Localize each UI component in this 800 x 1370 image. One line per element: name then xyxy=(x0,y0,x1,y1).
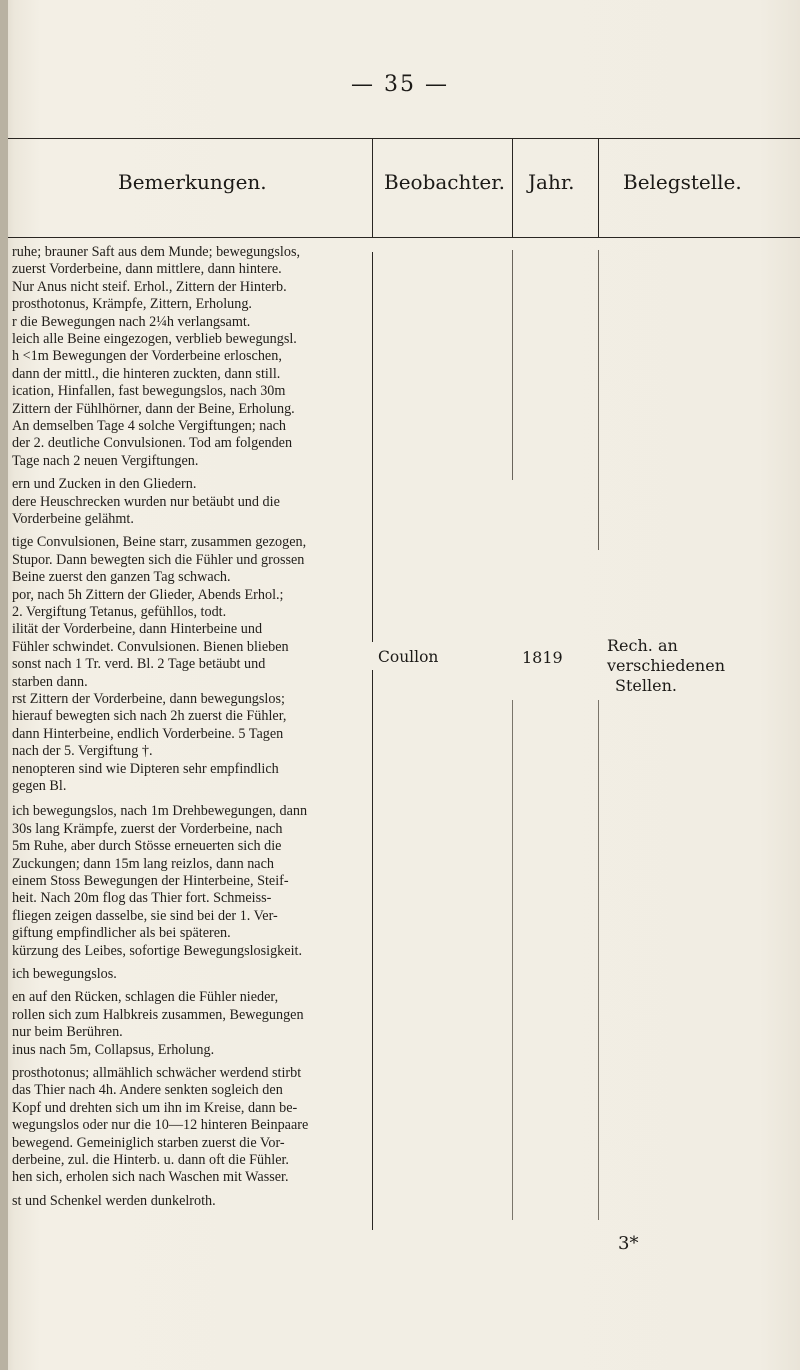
observer-bracket-upper xyxy=(372,252,383,642)
remark-line: h <1m Bewegungen der Vorderbeine erloschen, xyxy=(12,348,282,365)
remark-line: r die Bewegungen nach 2¼h verlangsamt. xyxy=(12,313,251,330)
remark-line: prosthotonus; allmählich schwächer werdend stirbt xyxy=(12,1065,302,1081)
remark-line: dann Hinterbeine, endlich Vorderbeine. 5 Tagen xyxy=(12,725,284,742)
remark-line: einem Stoss Bewegungen der Hinterbeine, Steif- xyxy=(12,873,289,889)
remark-line: ich bewegungslos, nach 1m Drehbewegungen, dann xyxy=(12,803,308,820)
remark-line: starben dann. xyxy=(12,673,88,690)
column-divider-3 xyxy=(598,138,599,238)
column-header-remarks: Bemerkungen. xyxy=(118,170,267,194)
column-divider-1 xyxy=(372,138,373,238)
location-line-2: Stellen. xyxy=(615,676,677,695)
signature-mark: 3* xyxy=(618,1233,639,1254)
remark-line: Zuckungen; dann 15m lang reizlos, dann nach xyxy=(12,855,274,872)
remark-line: dann der mittl., die hinteren zuckten, dann still. xyxy=(12,365,281,382)
column-header-location: Belegstelle. xyxy=(623,170,742,194)
remark-line: der 2. deutliche Convulsionen. Tod am folgenden xyxy=(12,435,293,452)
remark-line: Beine zuerst den ganzen Tag schwach. xyxy=(12,569,231,586)
remark-line: rollen sich zum Halbkreis zusammen, Bewegungen xyxy=(12,1006,304,1023)
remark-line: giftung empfindlicher als bei späteren. xyxy=(12,925,231,942)
observer-bracket-lower xyxy=(372,670,383,1230)
remark-line: An demselben Tage 4 solche Vergiftungen; nach xyxy=(12,418,287,434)
page-gutter xyxy=(0,0,8,1370)
observer-name: Coullon xyxy=(378,648,439,666)
column-header-observer: Beobachter. xyxy=(384,170,505,194)
remark-line: 5m Ruhe, aber durch Stösse erneuerten sich die xyxy=(12,838,282,855)
location-line-1: Rech. an verschiedenen xyxy=(607,636,726,675)
remark-line: Fühler schwindet. Convulsionen. Bienen blieben xyxy=(12,638,289,655)
remark-line: Vorderbeine gelähmt. xyxy=(12,511,134,527)
remark-line: en auf den Rücken, schlagen die Fühler nieder, xyxy=(12,989,279,1006)
remark-line: nach der 5. Vergiftung †. xyxy=(12,743,153,760)
remark-line: sonst nach 1 Tr. verd. Bl. 2 Tage betäubt und xyxy=(12,656,266,673)
remark-line: ilität der Vorderbeine, dann Hinterbeine und xyxy=(12,621,263,638)
header-top-rule xyxy=(8,138,800,139)
remark-line: 2. Vergiftung Tetanus, gefühllos, todt. xyxy=(12,604,227,620)
remark-line: Tage nach 2 neuen Vergiftungen. xyxy=(12,452,199,469)
remark-line: por, nach 5h Zittern der Glieder, Abends Erhol.; xyxy=(12,586,284,603)
remark-line: rst Zittern der Vorderbeine, dann bewegungslos; xyxy=(12,691,285,707)
remark-line: zuerst Vorderbeine, dann mittlere, dann hintere. xyxy=(12,261,282,278)
body-divider-location-left xyxy=(598,250,599,550)
location-text xyxy=(607,636,800,696)
remark-line: Zittern der Fühlhörner, dann der Beine, Erholung. xyxy=(12,400,295,417)
year-value: 1819 xyxy=(522,648,563,667)
remark-line: tige Convulsionen, Beine starr, zusammen gezogen, xyxy=(12,534,307,551)
remark-line: nur beim Berühren. xyxy=(12,1024,123,1041)
remark-line: derbeine, zul. die Hinterb. u. dann oft die Fühler. xyxy=(12,1152,289,1168)
remark-line: bewegend. Gemeiniglich starben zuerst die Vor- xyxy=(12,1134,285,1151)
remark-line: prosthotonus, Krämpfe, Zittern, Erholung. xyxy=(12,296,252,313)
column-header-year: Jahr. xyxy=(528,170,575,194)
remark-line: fliegen zeigen dasselbe, sie sind bei der 1. Ver- xyxy=(12,907,278,924)
remark-line: hen sich, erholen sich nach Waschen mit Wasser. xyxy=(12,1169,289,1186)
body-divider-location-lower xyxy=(598,700,599,1220)
remark-line: inus nach 5m, Collapsus, Erholung. xyxy=(12,1041,215,1058)
remark-line: heit. Nach 20m flog das Thier fort. Schmeiss- xyxy=(12,890,272,907)
remark-line: kürzung des Leibes, sofortige Bewegungslosigkeit. xyxy=(12,942,302,959)
body-divider-year-left xyxy=(512,250,513,480)
remark-line: ruhe; brauner Saft aus dem Munde; bewegungslos, xyxy=(12,244,301,260)
remark-line: st und Schenkel werden dunkelroth. xyxy=(12,1192,216,1209)
remark-line: leich alle Beine eingezogen, verblieb bewegungsl. xyxy=(12,331,297,347)
remark-line: ication, Hinfallen, fast bewegungslos, nach 30m xyxy=(12,383,286,400)
remark-line: ich bewegungslos. xyxy=(12,966,117,982)
remark-line: Nur Anus nicht steif. Erhol., Zittern der Hinterb. xyxy=(12,278,287,295)
column-divider-2 xyxy=(512,138,513,238)
remark-line: dere Heuschrecken wurden nur betäubt und die xyxy=(12,493,280,510)
remark-line: nenopteren sind wie Dipteren sehr empfindlich xyxy=(12,760,279,777)
page-number: — 35 — xyxy=(351,72,449,97)
header-bottom-rule xyxy=(8,237,800,238)
remark-line: gegen Bl. xyxy=(12,778,67,794)
remark-line: Stupor. Dann bewegten sich die Fühler und grossen xyxy=(12,551,305,568)
remark-line: das Thier nach 4h. Andere senkten sogleich den xyxy=(12,1082,283,1099)
remark-line: wegungslos oder nur die 10—12 hinteren Beinpaare xyxy=(12,1117,309,1134)
body-divider-year-lower xyxy=(512,700,513,1220)
remark-line: hierauf bewegten sich nach 2h zuerst die Fühler, xyxy=(12,708,287,725)
remark-line: Kopf und drehten sich um ihn im Kreise, dann be- xyxy=(12,1099,298,1116)
remark-line: 30s lang Krämpfe, zuerst der Vorderbeine, nach xyxy=(12,820,283,837)
remark-line: ern und Zucken in den Gliedern. xyxy=(12,476,197,493)
